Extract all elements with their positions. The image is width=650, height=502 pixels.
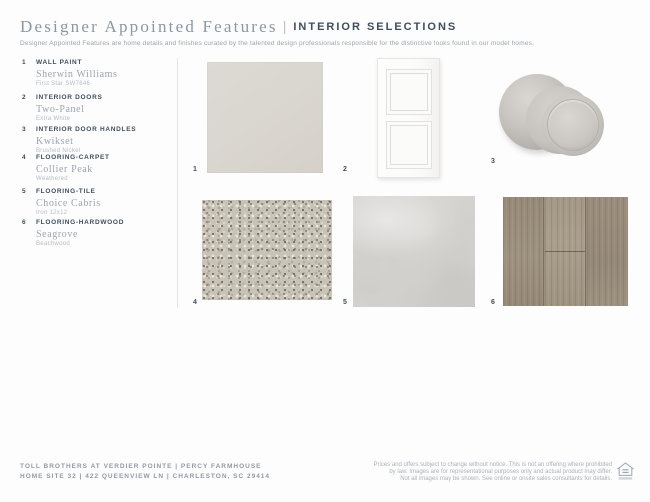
footer-disclaimer: [374, 462, 612, 483]
selection-category: INTERIOR DOORS: [36, 94, 103, 101]
selection-name: Choice Cabris: [36, 198, 101, 209]
swatch-number-6: 6: [491, 299, 495, 306]
selection-detail: First Star SW7646: [36, 81, 91, 87]
disclaimer-line: Prices and offers subject to change without notice. This is not an offering where prohibited: [373, 462, 612, 468]
wall-paint-swatch: [207, 62, 323, 173]
two-panel-door-swatch: [377, 58, 440, 178]
page-title: Designer Appointed Features: [20, 17, 278, 36]
door-top-panel: [386, 69, 432, 115]
door-bottom-panel: [386, 121, 432, 169]
selection-name: Collier Peak: [36, 164, 93, 175]
selection-category: INTERIOR DOOR HANDLES: [36, 126, 137, 133]
selection-name: Kwikset: [36, 136, 74, 147]
selection-number: 2: [22, 94, 26, 101]
door-knob-swatch: [500, 60, 632, 164]
disclaimer-line: by law. Images are for representational purposes only and actual product may differ.: [389, 469, 612, 475]
footer-community-info: [20, 462, 270, 482]
disclaimer-line: Not all images may be shown. See online or onsite sales consultants for details.: [400, 476, 612, 482]
knob-face: [542, 94, 604, 156]
selection-detail: Weathered: [36, 176, 68, 182]
hardwood-grain-overlay: [503, 197, 628, 306]
page-subtitle: INTERIOR SELECTIONS: [293, 21, 458, 33]
selection-category: FLOORING-TILE: [36, 188, 96, 195]
carpet-swatch: [202, 200, 332, 300]
footer-community-line: TOLL BROTHERS AT VERDIER POINTE | PERCY FARMHOUSE: [20, 463, 262, 470]
selection-number: 4: [22, 154, 26, 161]
swatch-number-3: 3: [491, 158, 495, 165]
hardwood-swatch: [503, 197, 628, 306]
selection-category: FLOORING-CARPET: [36, 154, 110, 161]
page-description: Designer Appointed Features are home details and finishes curated by the talented design professionals responsible for the distinctive looks found in our model homes.: [20, 40, 535, 47]
selection-detail: Extra White: [36, 116, 71, 122]
header: [20, 17, 457, 37]
selection-number: 1: [22, 59, 26, 66]
selection-number: 6: [22, 219, 26, 226]
selection-name: Sherwin Williams: [36, 69, 118, 80]
title-separator: |: [282, 18, 287, 34]
selection-name: Seagrove: [36, 229, 79, 240]
selection-category: FLOORING-HARDWOOD: [36, 219, 125, 226]
selection-name: Two-Panel: [36, 104, 85, 115]
tile-swatch: [353, 196, 475, 307]
equal-housing-opportunity-icon: [617, 462, 634, 481]
selection-detail: Beachwood: [36, 241, 71, 247]
selection-number: 5: [22, 188, 26, 195]
swatch-number-4: 4: [193, 299, 197, 306]
swatch-number-1: 1: [193, 166, 197, 173]
list-swatch-divider: [177, 58, 178, 308]
selection-detail: Iron 12x12: [36, 210, 68, 216]
swatch-number-5: 5: [343, 299, 347, 306]
footer-address-line: HOME SITE 32 | 422 QUEENVIEW LN | CHARLESTON, SC 29414: [20, 473, 271, 480]
swatch-number-2: 2: [343, 166, 347, 173]
selection-detail: Brushed Nickel: [36, 148, 81, 154]
selection-number: 3: [22, 126, 26, 133]
selection-category: WALL PAINT: [36, 59, 83, 66]
